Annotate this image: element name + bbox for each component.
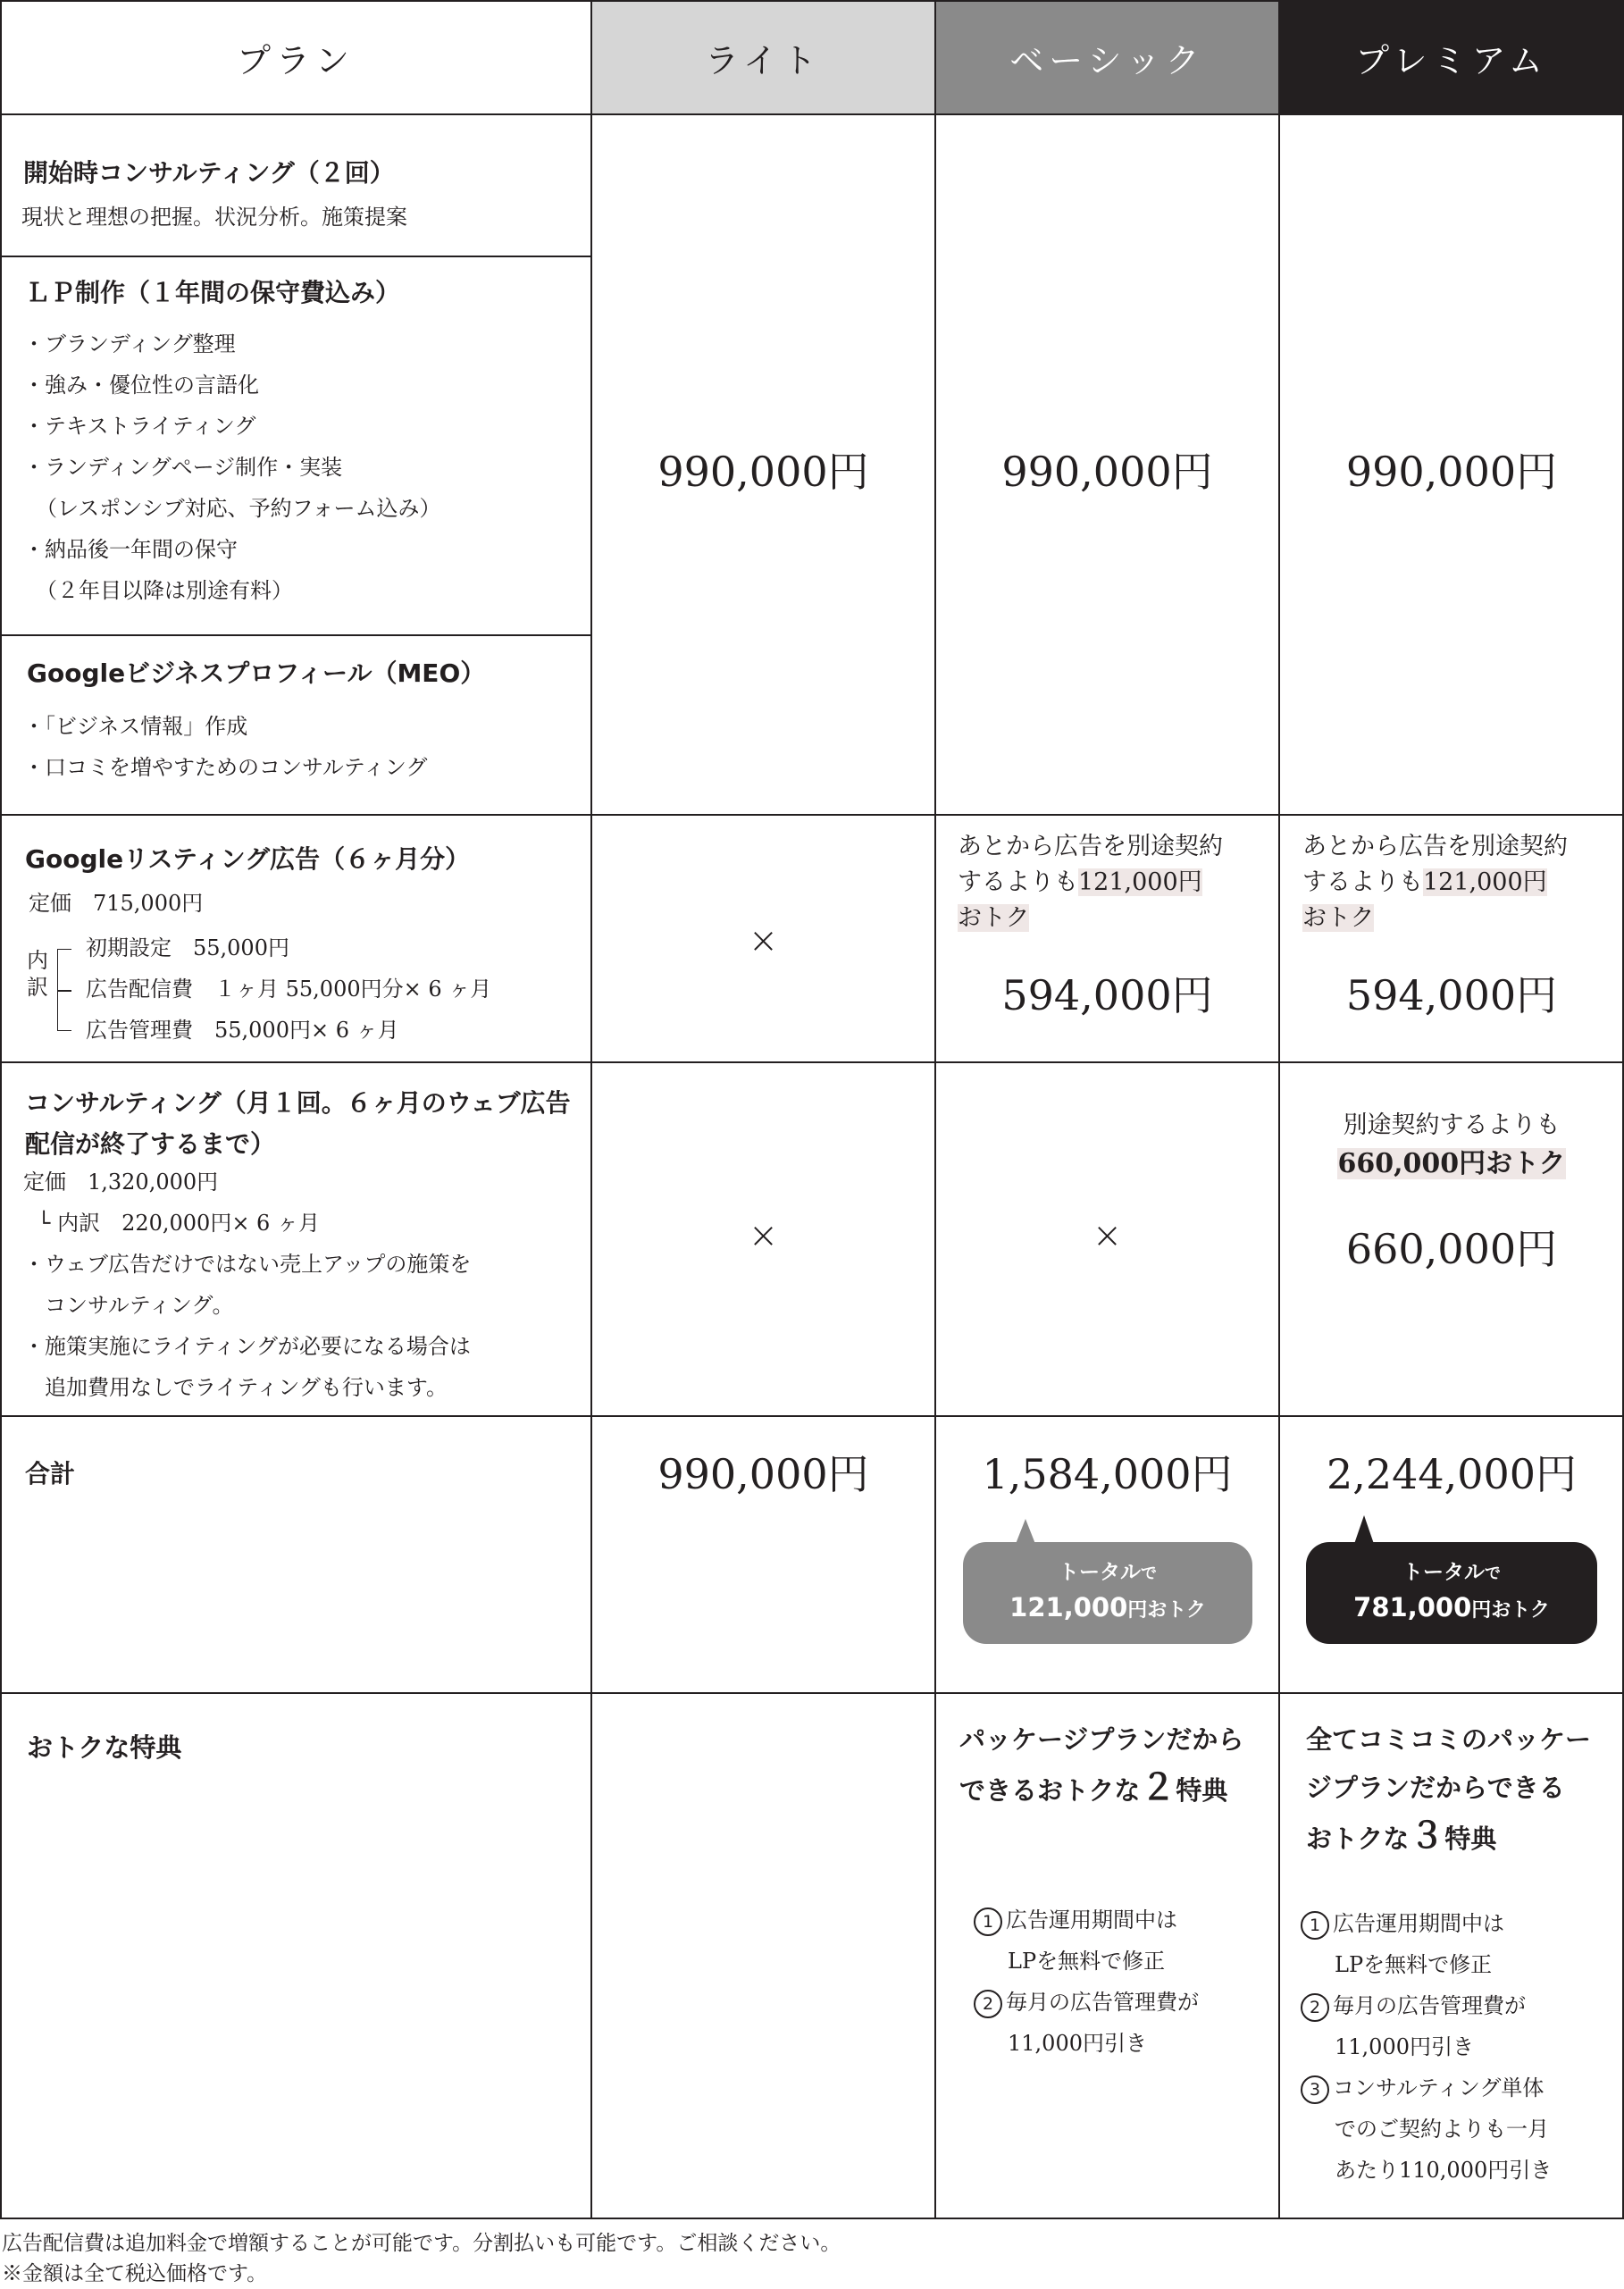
basic-savings-bubble: トータルで 121,000円おトク	[963, 1542, 1252, 1644]
list-item: 1 広告運用期間中は	[1301, 1903, 1552, 1944]
list-item: 追加費用なしでライティングも行います。	[23, 1375, 448, 1400]
list-item: コンサルティング。	[23, 1293, 234, 1318]
list-item: ・ランディングページ制作・実装	[23, 455, 343, 480]
header-plan: プラン	[236, 40, 355, 80]
list-item: ・ブランディング整理	[23, 331, 236, 356]
listing-title: Googleリスティング広告（６ヶ月分）	[25, 844, 471, 874]
list-item: 2 毎月の広告管理費が	[974, 1982, 1199, 2023]
premium-savings-bubble: トータルで 781,000円おトク	[1306, 1542, 1597, 1644]
basic-not-included-mark: ×	[1092, 1215, 1123, 1256]
list-item: 広告配信費 １ヶ月 55,000円分× 6 ヶ月	[86, 977, 492, 1002]
header-premium: プレミアム	[1279, 0, 1624, 114]
list-item: （２年目以降は別途有料）	[36, 578, 293, 603]
list-item: ・ウェブ広告だけではない売上アップの施策を	[23, 1252, 472, 1277]
list-item: あたり110,000円引き	[1335, 2158, 1553, 2183]
list-item: ・口コミを増やすためのコンサルティング	[23, 755, 428, 780]
savings-highlight: 660,000円おトク	[1337, 1148, 1566, 1179]
price-lite-base: 990,000円	[657, 448, 869, 496]
list-item: 定価 1,320,000円	[23, 1170, 219, 1195]
breakdown-bracket	[27, 947, 46, 1001]
list-item: 11,000円引き	[1008, 2031, 1147, 2056]
price-basic-base: 990,000円	[1001, 448, 1213, 496]
price-premium-base: 990,000円	[1345, 448, 1558, 496]
total-premium: 2,244,000円	[1326, 1450, 1578, 1498]
basic-listing-note: あとから広告を別途契約 するよりも121,000円 おトク	[958, 833, 1223, 932]
list-item: 広告管理費 55,000円× 6 ヶ月	[86, 1018, 399, 1043]
list-item: ・納品後一年間の保守	[23, 537, 238, 562]
list-item: 3 コンサルティング単体	[1301, 2067, 1552, 2109]
footer-notes	[2, 2228, 841, 2289]
number-badge: 2	[1301, 1993, 1329, 2022]
list-item: ・強み・優位性の言語化	[23, 373, 259, 398]
meo-list	[23, 706, 427, 788]
price-basic-listing: 594,000円	[1001, 971, 1213, 1019]
total-lite: 990,000円	[657, 1450, 869, 1498]
list-item: LPを無料で修正	[1335, 1952, 1493, 1977]
list-item: 2 毎月の広告管理費が	[1301, 1985, 1552, 2026]
list-item: ・施策実施にライティングが必要になる場合は	[23, 1334, 471, 1359]
list-item: ・「ビジネス情報」作成	[23, 714, 248, 739]
consult-title: 開始時コンサルティング（２回）	[23, 158, 395, 188]
list-item: 11,000円引き	[1335, 2034, 1474, 2059]
list-item: └ 内訳 220,000円× 6 ヶ月	[38, 1211, 320, 1236]
list-item: LPを無料で修正	[1008, 1949, 1166, 1974]
number-badge: 1	[1301, 1911, 1329, 1940]
consult-desc: 現状と理想の把握。状況分析。施策提案	[21, 205, 407, 230]
footer-note-2: ※金額は全て税込価格です。	[2, 2262, 268, 2285]
premium-benefits-title: 全てコミコミのパッケー ジプランだからできる おトクな３特典	[1306, 1724, 1592, 1857]
lite-not-included-mark: ×	[748, 1215, 779, 1256]
meo-title: Googleビジネスプロフィール（MEO）	[27, 658, 486, 688]
premium-consult-note: 別途契約するよりも 660,000円おトク	[1337, 1111, 1566, 1179]
header-basic: ベーシック	[935, 0, 1279, 114]
price-premium-consult: 660,000円	[1345, 1225, 1558, 1273]
basic-benefits-title: パッケージプランだから できるおトクな２特典	[959, 1724, 1244, 1808]
number-badge: 3	[1301, 2075, 1329, 2104]
price-premium-listing: 594,000円	[1345, 971, 1558, 1019]
list-item: （レスポンシブ対応、予約フォーム込み）	[36, 496, 441, 521]
list-item: 初期設定 55,000円	[86, 935, 289, 960]
breakdown-list	[86, 927, 491, 1051]
list-item: ・テキストライティング	[23, 414, 256, 439]
number-badge: 2	[974, 1990, 1002, 2018]
number-badge: 1	[974, 1908, 1002, 1936]
monthly-consult-title: コンサルティング（月１回。６ヶ月のウェブ広告 配信が終了するまで）	[25, 1088, 571, 1159]
bubble-pointer	[1354, 1515, 1374, 1544]
premium-benefits-list	[1301, 1903, 1552, 2191]
monthly-consult-list	[23, 1161, 471, 1408]
total-basic: 1,584,000円	[982, 1450, 1233, 1498]
listing-list-price: 定価 715,000円	[29, 891, 204, 916]
lp-list	[23, 323, 440, 611]
savings-highlight: 121,000円	[1078, 868, 1202, 896]
premium-listing-note: あとから広告を別途契約 するよりも121,000円 おトク	[1302, 833, 1568, 932]
savings-highlight: 121,000円	[1423, 868, 1547, 896]
list-item: 1 広告運用期間中は	[974, 1899, 1199, 1941]
bubble-pointer	[1016, 1519, 1035, 1544]
lp-title: ＬＰ制作（１年間の保守費込み）	[25, 278, 401, 307]
header-lite: ライト	[591, 0, 935, 114]
list-item: でのご契約よりも一月	[1335, 2117, 1549, 2142]
lite-not-included-mark: ×	[748, 920, 779, 961]
benefits-label: おトクな特典	[27, 1732, 182, 1763]
total-label: 合計	[25, 1459, 76, 1488]
bracket-mid	[57, 990, 71, 992]
breakdown-label: 内 訳	[27, 948, 48, 1000]
basic-benefits-list	[974, 1899, 1199, 2064]
footer-note-1: 広告配信費は追加料金で増額することが可能です。分割払いも可能です。ご相談ください。	[2, 2232, 841, 2255]
